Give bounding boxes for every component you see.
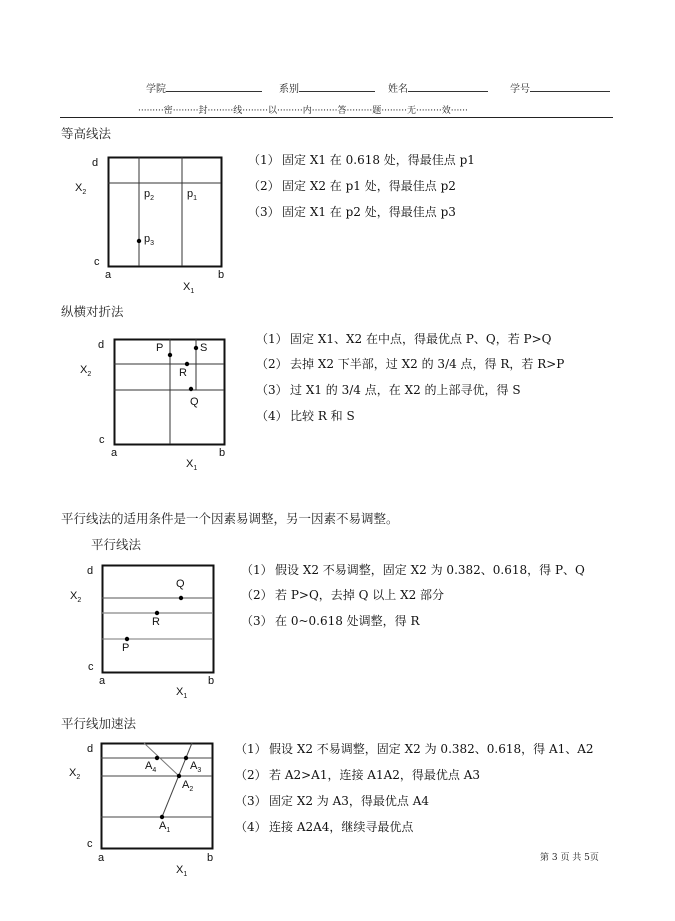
contour-step-1: （1） 固定 X1 在 0.618 处，得最佳点 p1 bbox=[248, 153, 475, 167]
accelerated-step-1: （1） 假设 X2 不易调整，固定 X2 为 0.382、0.618，得 A1、A2 bbox=[235, 742, 594, 756]
corner-label-d: d bbox=[87, 743, 94, 755]
parallel-step-2: （2） 若 P>Q，去掉 Q 以上 X2 部分 bbox=[241, 588, 445, 602]
point-label-a3: $A_3$ bbox=[190, 760, 202, 775]
corner-label-d: d bbox=[87, 565, 94, 577]
corner-label-b: b bbox=[219, 447, 226, 459]
section-title-parallel: 平行线法 bbox=[91, 537, 142, 552]
corner-label-a: a bbox=[105, 269, 112, 281]
point-label-p2: $p_2$ bbox=[144, 188, 155, 203]
page-number: 第 3 页 共 5页 bbox=[540, 853, 599, 863]
corner-label-c: c bbox=[99, 434, 105, 446]
point-label-r: R bbox=[179, 367, 187, 379]
point-label-p1: $p_1$ bbox=[187, 188, 198, 203]
bisection-step-1: （1） 固定 X1、X2 在中点，得最优点 P、Q，若 P>Q bbox=[256, 332, 552, 346]
parallel-step-1: （1） 假设 X2 不易调整，固定 X2 为 0.382、0.618，得 P、Q bbox=[241, 563, 585, 577]
point-label-p3: $p_3$ bbox=[144, 233, 155, 248]
point-a3-dot bbox=[184, 756, 188, 760]
bisection-step-4: （4） 比较 R 和 S bbox=[256, 409, 355, 423]
section-title-parallel-accelerated: 平行线加速法 bbox=[61, 716, 137, 731]
corner-label-a: a bbox=[98, 852, 105, 864]
corner-label-c: c bbox=[94, 256, 100, 268]
point-label-s: S bbox=[200, 342, 208, 354]
corner-label-d: d bbox=[92, 157, 99, 169]
accelerated-step-3: （3） 固定 X2 为 A3，得最优点 A4 bbox=[235, 794, 430, 808]
seal-line-text: ·········密·········封·········线·········以·········内·········答·········题·········无·········效······ bbox=[138, 106, 468, 116]
accelerated-step-4: （4） 连接 A2A4，继续寻最优点 bbox=[235, 820, 414, 834]
contour-step-2: （2） 固定 X2 在 p1 处，得最佳点 p2 bbox=[248, 179, 456, 193]
axis-label-x1: $X_1$ bbox=[183, 281, 195, 296]
parallel-step-3: （3） 在 0~0.618 处调整，得 R bbox=[241, 614, 420, 628]
corner-label-b: b bbox=[218, 269, 225, 281]
field-name-label: 姓名 bbox=[388, 84, 408, 95]
point-a2-dot bbox=[177, 774, 181, 778]
point-label-q: Q bbox=[190, 396, 199, 408]
contour-step-3: （3） 固定 X1 在 p2 处，得最佳点 p3 bbox=[248, 205, 456, 219]
point-label-p: P bbox=[156, 342, 164, 354]
section-title-bisection: 纵横对折法 bbox=[61, 304, 124, 319]
corner-label-a: a bbox=[111, 447, 118, 459]
axis-label-x2: $X_2$ bbox=[70, 590, 82, 605]
point-a1-dot bbox=[160, 815, 164, 819]
corner-label-c: c bbox=[87, 838, 93, 850]
point-label-r: R bbox=[152, 616, 160, 628]
section-title-contour: 等高线法 bbox=[61, 126, 112, 141]
axis-label-x1: $X_1$ bbox=[186, 458, 198, 473]
corner-label-c: c bbox=[88, 661, 94, 673]
axis-label-x2: $X_2$ bbox=[75, 182, 87, 197]
axis-label-x1: $X_1$ bbox=[176, 864, 188, 879]
field-department-label: 系别 bbox=[279, 84, 299, 95]
point-label-a1: $A_1$ bbox=[159, 820, 171, 835]
bisection-step-2: （2） 去掉 X2 下半部，过 X2 的 3/4 点，得 R，若 R>P bbox=[256, 357, 565, 371]
corner-label-b: b bbox=[207, 852, 214, 864]
point-label-a2: $A_2$ bbox=[182, 779, 194, 794]
parallel-intro-text: 平行线法的适用条件是一个因素易调整，另一因素不易调整。 bbox=[61, 511, 399, 526]
point-label-q: Q bbox=[176, 578, 185, 590]
point-label-p: P bbox=[122, 642, 130, 654]
axis-label-x2: $X_2$ bbox=[69, 767, 81, 782]
corner-label-a: a bbox=[99, 675, 106, 687]
corner-label-b: b bbox=[208, 675, 215, 687]
axis-label-x1: $X_1$ bbox=[176, 686, 188, 701]
point-label-a4: $A_4$ bbox=[145, 760, 157, 775]
corner-label-d: d bbox=[98, 339, 105, 351]
bisection-step-3: （3） 过 X1 的 3/4 点，在 X2 的上部寻优，得 S bbox=[256, 383, 521, 397]
field-student-id-label: 学号 bbox=[510, 84, 530, 95]
field-college-label: 学院 bbox=[146, 84, 166, 95]
accelerated-step-2: （2） 若 A2>A1，连接 A1A2，得最优点 A3 bbox=[235, 768, 481, 782]
axis-label-x2: $X_2$ bbox=[80, 364, 92, 379]
